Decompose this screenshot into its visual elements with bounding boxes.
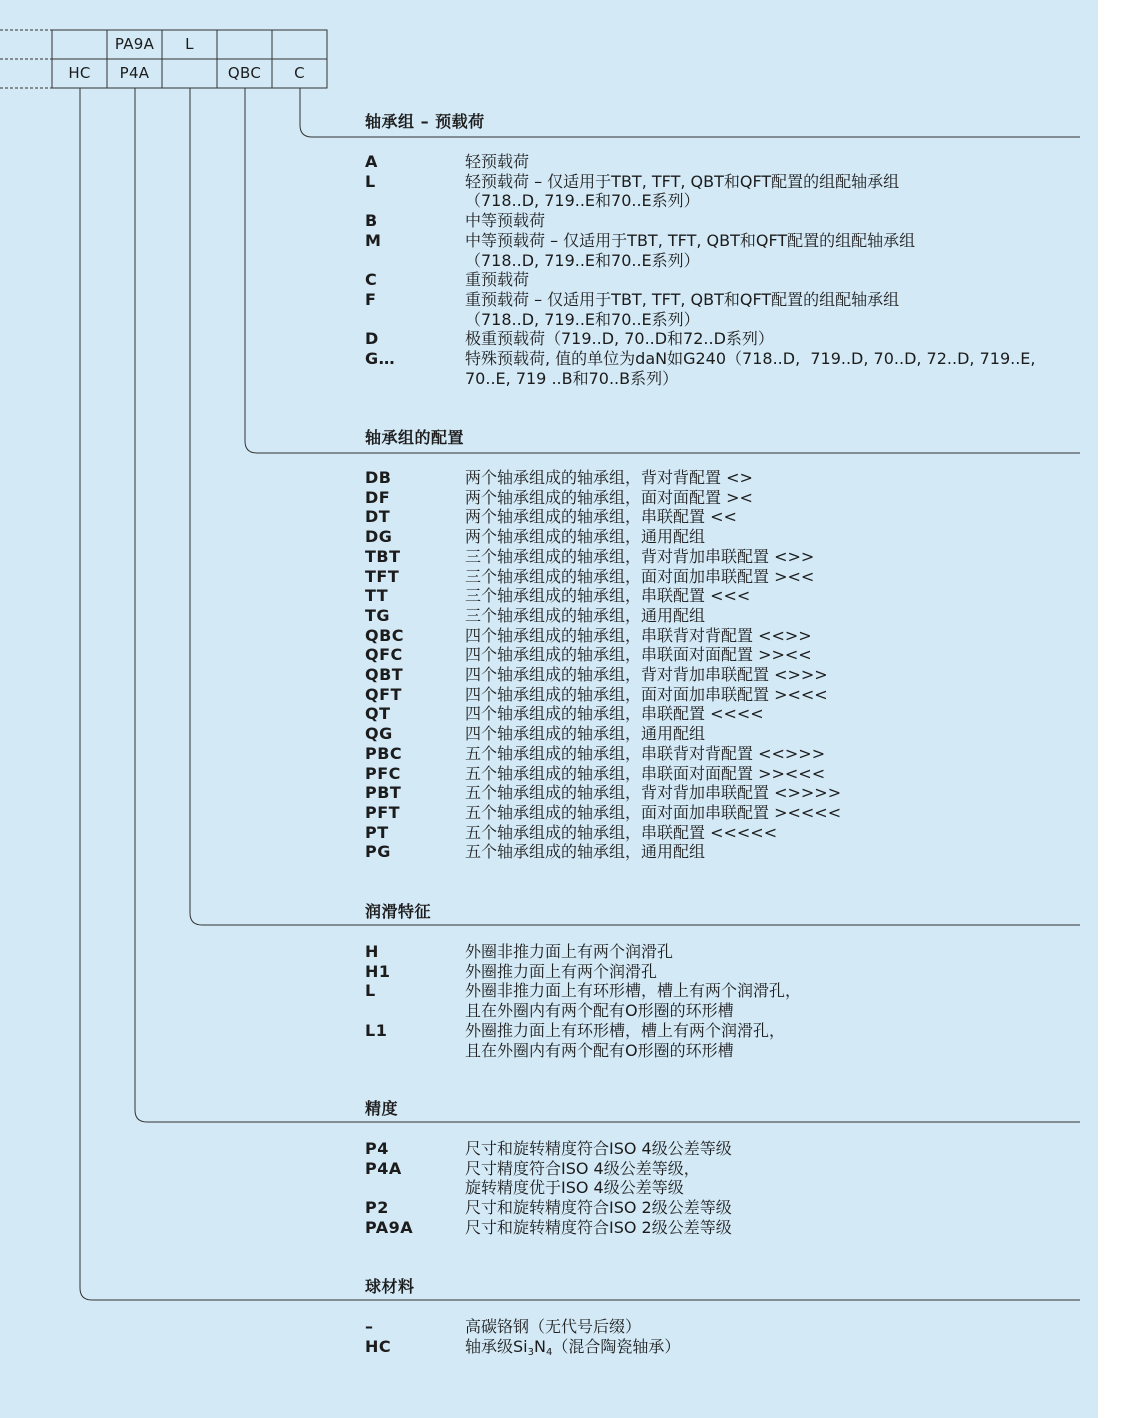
entry-code: PA9A — [365, 1217, 414, 1237]
entry-code: PFC — [365, 763, 401, 783]
list-item — [365, 507, 1085, 527]
grid-cell-r1c5 — [272, 30, 327, 59]
list-item — [365, 981, 1085, 1020]
list-item — [365, 645, 1085, 665]
entry-code: C — [365, 270, 378, 290]
entry-code: P4 — [365, 1139, 389, 1158]
list-item — [365, 211, 1085, 231]
list-item — [365, 1139, 1085, 1159]
entry-desc: 外圈非推力面上有两个润滑孔 — [465, 942, 674, 961]
entry-desc: 中等预载荷 – 仅适用于TBT, TFT, QBT和QFT配置的组配轴承组 （718..D, 719..E和70..E系列） — [465, 230, 916, 270]
section-title-arrangement: 轴承组的配置 — [365, 428, 465, 447]
entry-code: TT — [365, 586, 389, 606]
entry-code: PBT — [365, 783, 402, 803]
entry-code: QG — [365, 724, 393, 744]
section-title-lubrication: 润滑特征 — [365, 902, 432, 921]
entry-desc: 五个轴承组成的轴承组，串联背对背配置 <<>>> — [465, 743, 826, 763]
entry-desc-part: 轴承级Si — [465, 1336, 528, 1356]
subscript: 3 — [527, 1346, 534, 1358]
entry-code: QBC — [365, 625, 405, 645]
entry-desc: 五个轴承组成的轴承组，串联配置 <<<<< — [465, 822, 778, 842]
list-item — [365, 685, 1085, 705]
entry-code: PFT — [365, 802, 401, 822]
entry-code: TG — [365, 605, 391, 625]
grid-cell-r2c1: HC — [68, 64, 91, 82]
subscript: 4 — [545, 1346, 553, 1358]
list-item — [365, 567, 1085, 587]
entry-desc: 两个轴承组成的轴承组，背对背配置 <> — [465, 468, 753, 487]
list-item — [365, 942, 1085, 962]
entry-code: F — [365, 289, 377, 309]
entry-code: P4A — [365, 1158, 402, 1178]
list-item — [365, 468, 1085, 488]
entry-code: G… — [365, 349, 396, 369]
entry-desc: 四个轴承组成的轴承组，串联配置 <<<< — [465, 704, 764, 724]
list-item — [365, 764, 1085, 784]
grid-cell-r2c2: P4A — [119, 64, 150, 82]
list-item — [365, 349, 1085, 388]
entry-desc: 三个轴承组成的轴承组，面对面加串联配置 ><< — [465, 566, 815, 586]
grid-cell-r1c1 — [52, 30, 107, 59]
list-item — [365, 488, 1085, 508]
entry-desc: 外圈推力面上有两个润滑孔 — [465, 961, 658, 981]
section-entries-preload — [365, 152, 1085, 388]
entry-desc: 三个轴承组成的轴承组，背对背加串联配置 <>> — [465, 546, 815, 566]
list-item — [365, 962, 1085, 982]
section-title-ball-material: 球材料 — [365, 1277, 415, 1296]
list-item — [365, 744, 1085, 764]
entry-code: DT — [365, 507, 391, 527]
entry-desc: 四个轴承组成的轴承组，串联背对背配置 <<>> — [465, 625, 812, 645]
list-item — [365, 586, 1085, 606]
section-entries-ball-material — [365, 1317, 1085, 1356]
entry-desc: 重预载荷 – 仅适用于TBT, TFT, QBT和QFT配置的组配轴承组 （718..D, 719..E和70..E系列） — [465, 289, 900, 329]
entry-desc: 外圈推力面上有环形槽，槽上有两个润滑孔， 且在外圈内有两个配有O形圈的环形槽 — [465, 1020, 786, 1060]
entry-code: H — [365, 942, 379, 961]
entry-desc: 高碳铬钢（无代号后缀） — [465, 1317, 642, 1336]
entry-code: PT — [365, 822, 389, 842]
entry-code: P2 — [365, 1198, 389, 1218]
list-item — [365, 704, 1085, 724]
entry-code: – — [365, 1317, 374, 1336]
grid-cell-r2c5: C — [294, 64, 305, 82]
entry-code: PG — [365, 842, 391, 862]
entry-code: L — [365, 171, 376, 191]
list-item — [365, 724, 1085, 744]
list-item — [365, 329, 1085, 349]
list-item — [365, 626, 1085, 646]
entry-desc: 五个轴承组成的轴承组，通用配组 — [465, 842, 706, 862]
list-item — [365, 547, 1085, 567]
entry-desc: 四个轴承组成的轴承组，通用配组 — [465, 724, 706, 744]
entry-desc: 中等预载荷 — [465, 211, 546, 231]
entry-desc: 三个轴承组成的轴承组，串联配置 <<< — [465, 586, 751, 606]
section-title-preload: 轴承组 – 预载荷 — [365, 112, 485, 131]
entry-desc: 轻预载荷 – 仅适用于TBT, TFT, QBT和QFT配置的组配轴承组 （718..D, 719..E和70..E系列） — [465, 171, 900, 211]
entry-code: QT — [365, 704, 391, 724]
section-entries-lubrication — [365, 942, 1085, 1060]
entry-desc-part: N — [533, 1336, 546, 1356]
entry-desc: 两个轴承组成的轴承组，面对面配置 >< — [465, 487, 753, 507]
entry-code: QFT — [365, 684, 402, 704]
entry-desc: 尺寸和旋转精度符合ISO 2级公差等级 — [465, 1217, 732, 1237]
entry-desc: 五个轴承组成的轴承组，面对面加串联配置 ><<<< — [465, 802, 842, 822]
list-item — [365, 172, 1085, 211]
list-item — [365, 842, 1085, 862]
list-item — [365, 1159, 1085, 1198]
grid-cell-r1c4 — [217, 30, 272, 59]
section-title-precision: 精度 — [365, 1099, 399, 1118]
entry-desc: 四个轴承组成的轴承组，串联面对面配置 >><< — [465, 645, 812, 665]
entry-code: H1 — [365, 961, 391, 981]
entry-desc: 尺寸和旋转精度符合ISO 2级公差等级 — [465, 1198, 732, 1218]
entry-code: M — [365, 230, 382, 250]
entry-desc: 三个轴承组成的轴承组，通用配组 — [465, 605, 706, 625]
entry-code: QFC — [365, 645, 403, 665]
list-item — [365, 1198, 1085, 1218]
entry-code: B — [365, 211, 378, 231]
entry-desc — [465, 1337, 1085, 1357]
list-item — [365, 290, 1085, 329]
grid-cell-r2c3 — [162, 59, 217, 88]
entry-code: TFT — [365, 566, 400, 586]
entry-code: DB — [365, 468, 392, 487]
entry-desc: 五个轴承组成的轴承组，背对背加串联配置 <>>>> — [465, 783, 842, 803]
entry-code: QBT — [365, 665, 404, 685]
list-item — [365, 1317, 1085, 1337]
entry-desc: 尺寸精度符合ISO 4级公差等级， 旋转精度优于ISO 4级公差等级 — [465, 1158, 700, 1198]
list-item — [365, 270, 1085, 290]
list-item — [365, 606, 1085, 626]
entry-code: DF — [365, 487, 391, 507]
list-item — [365, 231, 1085, 270]
section-entries-precision — [365, 1139, 1085, 1238]
entry-desc: 极重预载荷（719..D, 70..D和72..D系列） — [465, 329, 774, 349]
entry-desc: 外圈非推力面上有环形槽，槽上有两个润滑孔， 且在外圈内有两个配有O形圈的环形槽 — [465, 981, 802, 1021]
list-item — [365, 152, 1085, 172]
entry-code: D — [365, 329, 379, 349]
entry-desc: 特殊预载荷, 值的单位为daN如G240（718..D, 719..D, 70..D, 72..D, 719..E, 70..E, 719 ..B和70..B系列） — [465, 349, 1036, 388]
grid-cell-r1c3: L — [185, 35, 194, 53]
list-item — [365, 665, 1085, 685]
entry-desc: 两个轴承组成的轴承组，通用配组 — [465, 527, 706, 547]
list-item — [365, 527, 1085, 547]
entry-code: L1 — [365, 1020, 388, 1040]
list-item — [365, 823, 1085, 843]
entry-desc: 四个轴承组成的轴承组，背对背加串联配置 <>>> — [465, 665, 828, 685]
entry-desc: 重预载荷 — [465, 270, 530, 290]
entry-code: A — [365, 152, 378, 171]
list-item — [365, 783, 1085, 803]
entry-code: DG — [365, 527, 393, 547]
section-entries-arrangement — [365, 468, 1085, 862]
list-item — [365, 1218, 1085, 1238]
grid-cell-r1c2: PA9A — [114, 35, 155, 53]
entry-code: HC — [365, 1336, 392, 1356]
grid-cell-r2c4: QBC — [227, 64, 262, 82]
entry-code: PBC — [365, 743, 403, 763]
entry-code: L — [365, 981, 376, 1001]
entry-desc-part: （混合陶瓷轴承） — [552, 1336, 681, 1356]
list-item — [365, 1021, 1085, 1060]
entry-desc: 四个轴承组成的轴承组，面对面加串联配置 ><<< — [465, 684, 828, 704]
entry-code: TBT — [365, 546, 401, 566]
list-item — [365, 1337, 1085, 1357]
list-item — [365, 803, 1085, 823]
entry-desc: 尺寸和旋转精度符合ISO 4级公差等级 — [465, 1139, 732, 1158]
entry-desc: 五个轴承组成的轴承组，串联面对面配置 >><<< — [465, 763, 826, 783]
entry-desc: 两个轴承组成的轴承组，串联配置 << — [465, 507, 737, 527]
entry-desc: 轻预载荷 — [465, 152, 530, 171]
